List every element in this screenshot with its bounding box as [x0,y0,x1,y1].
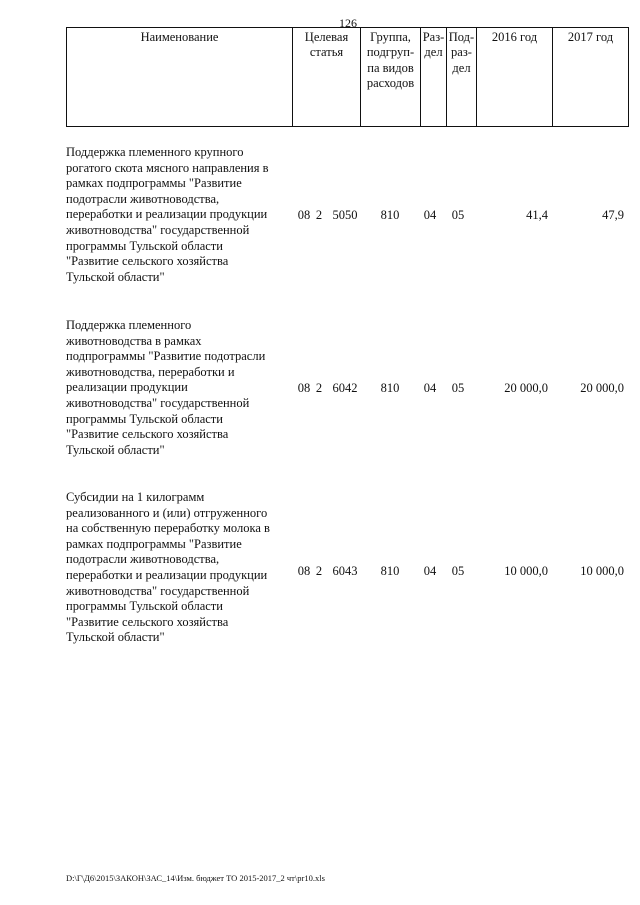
amount-2017: 20 000,0 [580,381,624,395]
expense-group: 810 [380,208,400,222]
razdel: 04 [423,381,437,395]
article-code-b: 2 [315,208,323,222]
row-name: Поддержка племенного животноводства в рамках подпрограммы "Развитие подотрасли животноводства, переработки и реализации продукции животноводства" государственной программы Тульской области "Развитие сельского хозяйства Тульской области" [66,318,266,457]
header-razdel: Раз- дел [421,28,447,127]
podrazdel: 05 [451,208,465,222]
row-name: Субсидии на 1 килограмм реализованного и (или) отгруженного на собственную переработку молока в рамках подпрограммы "Развитие подотрасли животноводства, переработки и реализации продукции животноводства" государственной программы Тульской области "Развитие сельского хозяйства Тульской области" [66,490,270,645]
article-code-c: 6042 [332,381,358,395]
header-podrazdel: Под- раз- дел [447,28,477,127]
amount-2016: 41,4 [526,208,548,222]
article-code-a: 08 [297,564,311,578]
article-code-a: 08 [297,208,311,222]
article-code-c: 5050 [332,208,358,222]
file-path-footer: D:\Г\Д6\2015\ЗАКОН\ЗАС_14\Изм. бюджет ТО 2015-2017_2 чт\pr10.xls [66,873,325,883]
article-code-b: 2 [315,381,323,395]
header-2017: 2017 год [553,28,629,127]
header-expense-group: Группа, подгруп- па видов расходов [361,28,421,127]
article-code-b: 2 [315,564,323,578]
header-name: Наименование [67,28,293,127]
podrazdel: 05 [451,564,465,578]
amount-2017: 47,9 [602,208,624,222]
razdel: 04 [423,208,437,222]
expense-group: 810 [380,381,400,395]
amount-2017: 10 000,0 [580,564,624,578]
page-number: 126 [339,16,357,30]
amount-2016: 10 000,0 [504,564,548,578]
header-2016: 2016 год [477,28,553,127]
table-header [66,27,629,127]
article-code-a: 08 [297,381,311,395]
article-code-c: 6043 [332,564,358,578]
header-target-article: Целевая статья [293,28,361,127]
podrazdel: 05 [451,381,465,395]
razdel: 04 [423,564,437,578]
amount-2016: 20 000,0 [504,381,548,395]
expense-group: 810 [380,564,400,578]
row-name: Поддержка племенного крупного рогатого скота мясного направления в рамках подпрограммы "Развитие подотрасли животноводства, переработки и реализации продукции животноводства" государственной программы Тульской области "Развитие сельского хозяйства Тульской области" [66,145,269,284]
